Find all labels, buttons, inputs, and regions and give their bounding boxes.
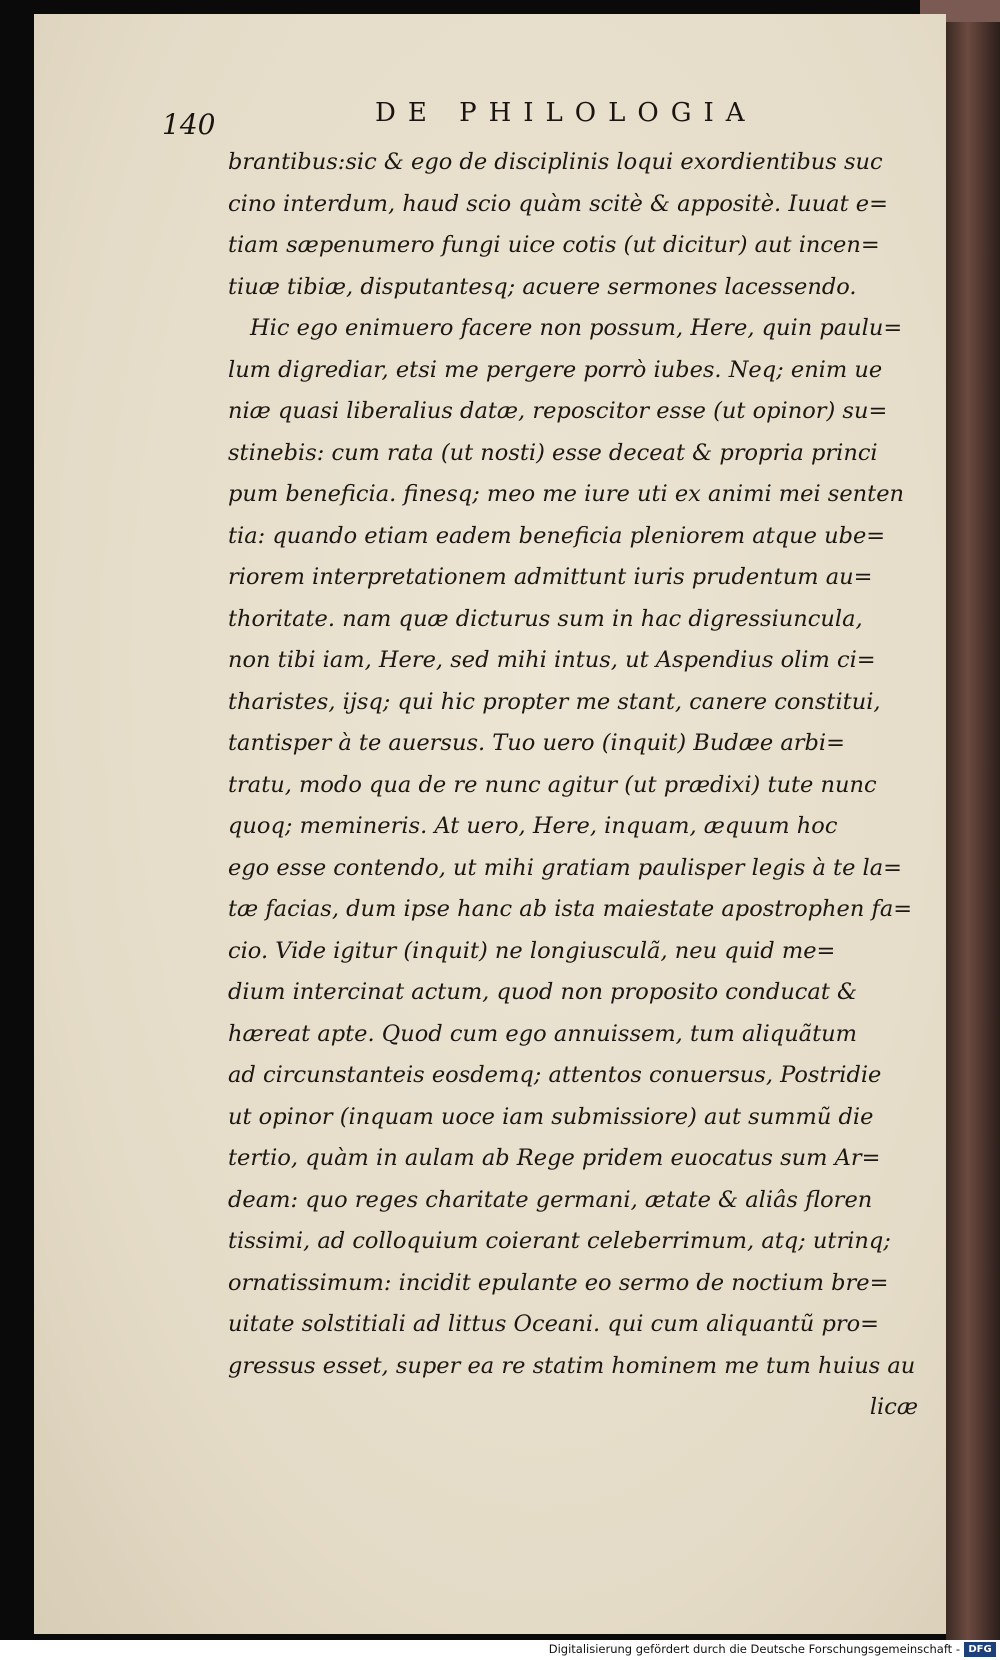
text-line: tissimi, ad colloquium coierant celeberrimum, atq; utrinq;	[228, 1228, 891, 1254]
text-line: non tibi iam, Here, sed mihi intus, ut Aspendius olim ci=	[228, 647, 876, 673]
text-line: ego esse contendo, ut mihi gratiam paulisper legis à te la=	[228, 854, 903, 881]
text-line: thoritate. nam quæ dicturus sum in hac digressiuncula,	[228, 605, 863, 632]
text-line: cino interdum, haud scio quàm scitè & appositè. Iuuat e=	[228, 190, 888, 217]
text-line: stinebis: cum rata (ut nosti) esse deceat & propria princi	[228, 439, 878, 466]
text-line: ut opinor (inquam uoce iam submissiore) aut summũ die	[228, 1103, 874, 1130]
text-line: lum digrediar, etsi me pergere porrò iubes. Neq; enim ue	[228, 356, 883, 383]
text-line: tantisper à te auersus. Tuo uero (inquit) Budæe arbi=	[228, 730, 845, 756]
text-line: gressus esset, super ea re statim hominem me tum huius au	[228, 1352, 916, 1379]
text-line: cio. Vide igitur (inquit) ne longiusculã, neu quid me=	[228, 937, 836, 964]
text-line: tæ facias, dum ipse hanc ab ista maiestate apostrophen fa=	[228, 896, 913, 922]
running-head: DE PHILOLOGIA	[375, 98, 757, 128]
text-line: quoq; memineris. At uero, Here, inquam, æquum hoc	[228, 813, 838, 839]
text-line: tiuæ tibiæ, disputantesq; acuere sermones lacessendo.	[228, 273, 857, 300]
footer-credit: Digitalisierung gefördert durch die Deutsche Forschungsgemeinschaft -	[548, 1642, 960, 1656]
dfg-logo: DFG	[964, 1642, 996, 1657]
text-line: tia: quando etiam eadem beneficia pleniorem atque ube=	[228, 522, 886, 549]
text-line: tharistes, ijsq; qui hic propter me stant, canere constitui,	[228, 688, 881, 715]
text-line: deam: quo reges charitate germani, ætate & aliâs floren	[228, 1186, 873, 1213]
text-line: tiam sæpenumero fungi uice cotis (ut dicitur) aut incen=	[228, 232, 880, 258]
text-line: riorem interpretationem admittunt iuris prudentum au=	[228, 564, 873, 590]
text-line: tertio, quàm in aulam ab Rege pridem euocatus sum Ar=	[228, 1145, 881, 1171]
text-line: hæreat apte. Quod cum ego annuissem, tum aliquãtum	[228, 1020, 857, 1047]
text-line: pum beneficia. finesq; meo me iure uti ex animi mei senten	[228, 481, 905, 507]
body-text	[228, 142, 918, 1429]
text-line: Hic ego enimuero facere non possum, Here, quin paulu=	[250, 315, 903, 341]
text-line: brantibus:sic & ego de disciplinis loqui exordientibus suc	[228, 149, 883, 175]
book-spine-edge	[946, 0, 1000, 1640]
text-line: uitate solstitiali ad littus Oceani. qui cum aliquantũ pro=	[228, 1311, 879, 1337]
text-line: ad circunstanteis eosdemq; attentos conuersus, Postridie	[228, 1062, 882, 1088]
catchword: licæ	[869, 1394, 918, 1420]
text-line: ornatissimum: incidit epulante eo sermo de noctium bre=	[228, 1269, 889, 1296]
page-number: 140	[162, 108, 216, 141]
text-line: dium intercinat actum, quod non proposito conducat &	[228, 979, 858, 1005]
text-line: tratu, modo qua de re nunc agitur (ut prædixi) tute nunc	[228, 771, 877, 798]
text-line: niæ quasi liberalius datæ, reposcitor esse (ut opinor) su=	[228, 398, 888, 424]
